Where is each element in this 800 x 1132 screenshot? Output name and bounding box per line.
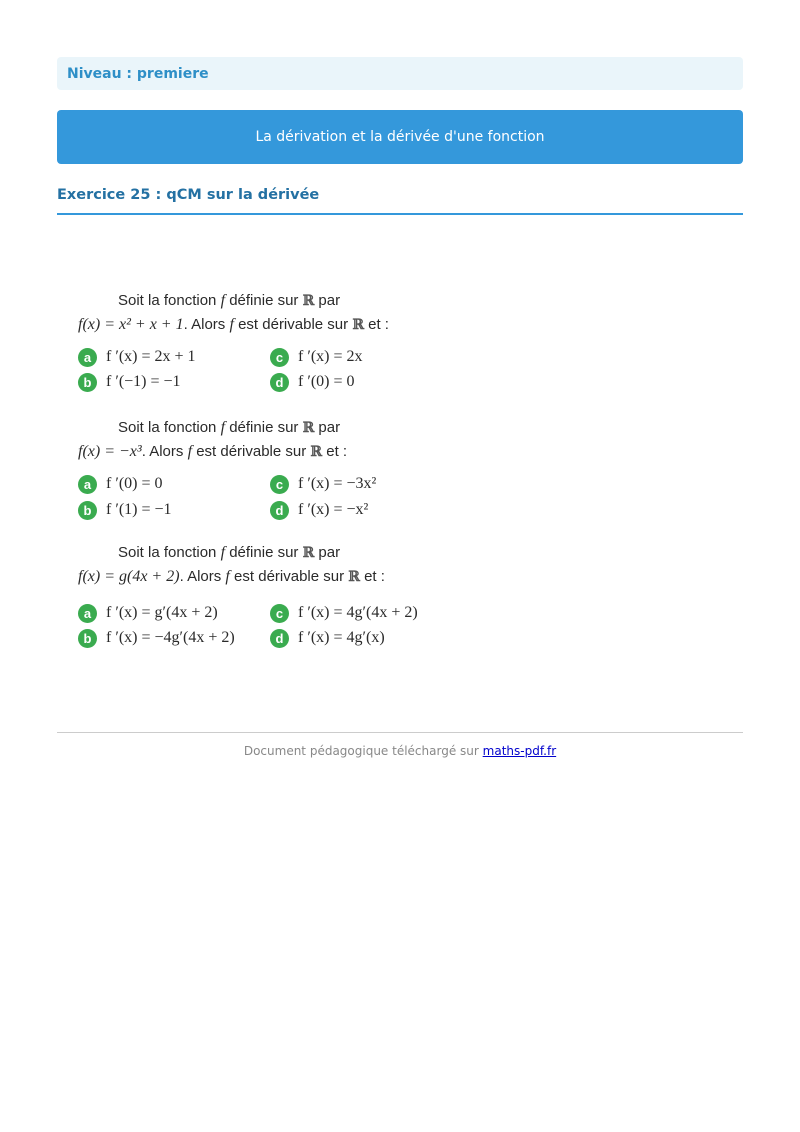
question-1-statement-line1: Soit la fonction f définie sur ℝ par [118, 292, 341, 309]
answer-option[interactable] [78, 601, 218, 625]
question-2 [78, 416, 478, 524]
question-1-answers [78, 345, 478, 397]
answer-option[interactable] [270, 370, 355, 394]
answer-badge: d [270, 629, 289, 648]
footer-link[interactable]: maths-pdf.fr [482, 744, 557, 758]
exercise-title: Exercice 25 : qCM sur la dérivée [57, 187, 320, 203]
answer-text: f ′(x) = g′(4x + 2) [106, 604, 218, 621]
level-label: Niveau : premiere [67, 65, 209, 82]
answer-badge: b [78, 501, 97, 520]
answer-option[interactable] [270, 626, 385, 650]
answer-text: f ′(x) = 2x [298, 348, 363, 365]
answer-option[interactable] [270, 498, 368, 522]
answer-badge: d [270, 501, 289, 520]
answer-text: f ′(x) = 4g′(x) [298, 629, 385, 646]
question-2-statement-line2: f(x) = −x³. Alors f est dérivable sur ℝ et : [78, 443, 348, 460]
answer-badge: a [78, 604, 97, 623]
answer-text: f ′(x) = −3x² [298, 475, 377, 492]
answer-option[interactable] [270, 345, 363, 369]
answer-text: f ′(0) = 0 [298, 373, 355, 390]
answer-text: f ′(x) = −4g′(4x + 2) [106, 629, 235, 646]
answer-badge: b [78, 629, 97, 648]
answer-badge: a [78, 475, 97, 494]
question-1 [78, 289, 478, 397]
answer-text: f ′(x) = 4g′(4x + 2) [298, 604, 418, 621]
answer-text: f ′(−1) = −1 [106, 373, 181, 390]
answer-text: f ′(x) = 2x + 1 [106, 348, 196, 365]
footer [57, 744, 743, 758]
answer-option[interactable] [78, 345, 196, 369]
answer-option[interactable] [78, 370, 181, 394]
answer-badge: c [270, 348, 289, 367]
answer-text: f ′(1) = −1 [106, 501, 172, 518]
question-2-answers [78, 472, 478, 524]
lesson-title: La dérivation et la dérivée d'une fonction [255, 129, 545, 145]
level-banner [57, 57, 743, 90]
answer-badge: d [270, 373, 289, 392]
footer-text: Document pédagogique téléchargé sur [243, 744, 479, 758]
answer-option[interactable] [78, 626, 235, 650]
answer-badge: c [270, 604, 289, 623]
question-1-statement-line2: f(x) = x² + x + 1. Alors f est dérivable sur ℝ et : [78, 316, 389, 333]
question-3-statement-line1: Soit la fonction f définie sur ℝ par [118, 544, 341, 561]
answer-option[interactable] [78, 498, 172, 522]
answer-text: f ′(x) = −x² [298, 501, 369, 518]
question-3-statement-line2: f(x) = g(4x + 2). Alors f est dérivable sur ℝ et : [78, 568, 385, 585]
answer-option[interactable] [270, 472, 376, 496]
question-2-statement-line1: Soit la fonction f définie sur ℝ par [118, 419, 341, 436]
lesson-title-banner [57, 110, 743, 164]
question-3 [78, 541, 478, 649]
answer-badge: a [78, 348, 97, 367]
answer-option[interactable] [270, 601, 418, 625]
exercise-heading [57, 185, 743, 215]
answer-badge: c [270, 475, 289, 494]
answer-text: f ′(0) = 0 [106, 475, 163, 492]
answer-badge: b [78, 373, 97, 392]
answer-option[interactable] [78, 472, 163, 496]
footer-divider [57, 732, 743, 733]
question-3-answers [78, 597, 478, 649]
